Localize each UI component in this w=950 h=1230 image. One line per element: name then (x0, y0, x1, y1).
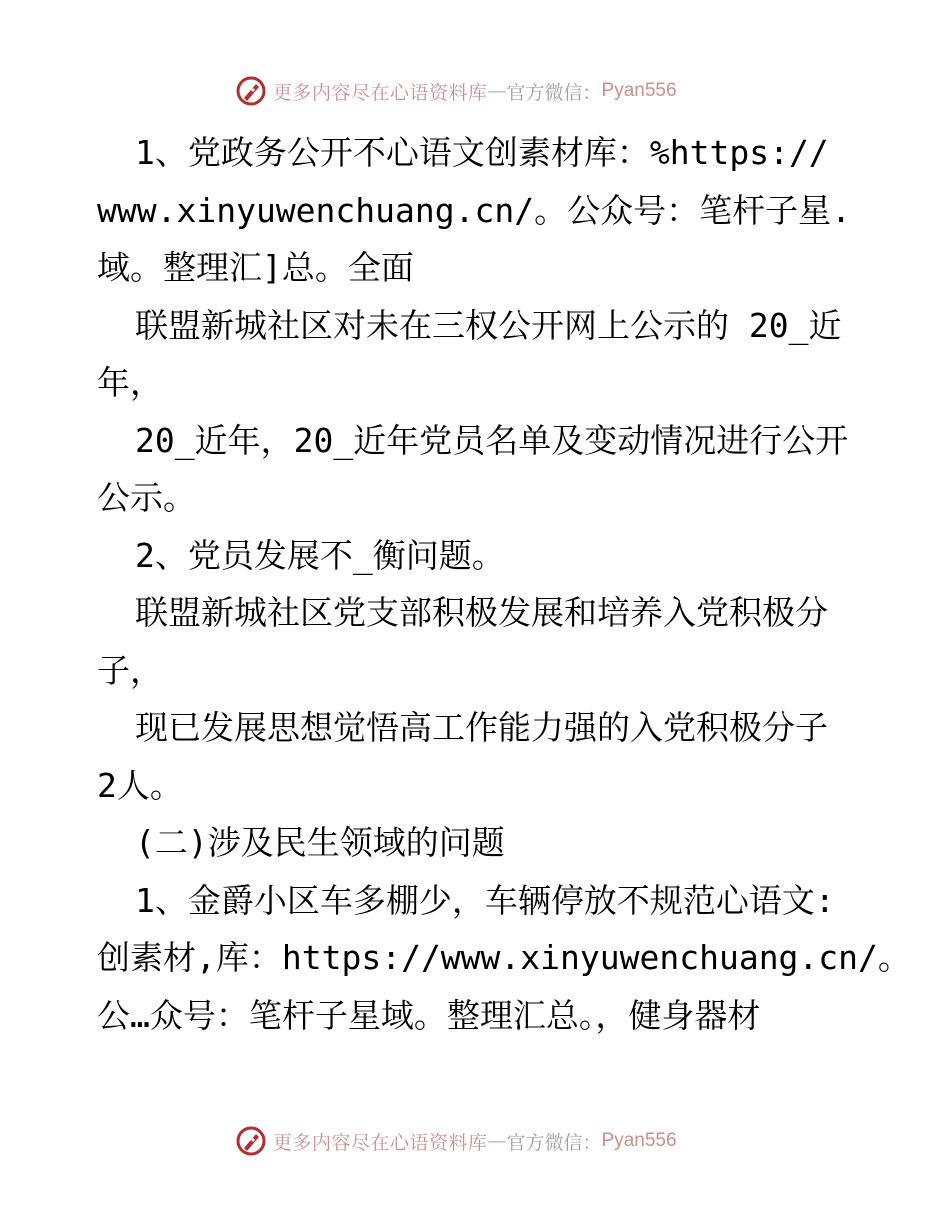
text-line: www.xinyuwenchuang.cn/。公众号：笔杆子星. (97, 190, 851, 230)
section-heading: (二)涉及民生领域的问题 (135, 823, 505, 862)
text-line: 公…众号：笔杆子星域。整理汇总。，健身器材 (97, 995, 761, 1035)
document-body (97, 124, 911, 1044)
banner-site-text: 更多内容尽在心语资料库 (273, 1131, 488, 1154)
text-line: 子， (97, 650, 163, 690)
text-line: 联盟新城社区对未在三权公开网上公示的 20_近 (135, 305, 842, 345)
text-line: 创素材,库：https://www.xinyuwenchuang.cn/。 (97, 938, 911, 977)
banner-separator: — (487, 1130, 507, 1152)
text-line: 联盟新城社区党支部积极发展和培养入党积极分 (135, 593, 828, 632)
banner-wechat-label: 官方微信： (506, 81, 602, 104)
text-line: 域。整理汇]总。全面 (97, 248, 414, 287)
banner-wechat-id: Pyan556 (601, 80, 677, 101)
text-line: 公示。 (97, 478, 196, 517)
header-watermark-banner (235, 74, 677, 108)
text-line: 1、金爵小区车多棚少，车辆停放不规范心语文: (135, 880, 835, 920)
text-line: 20_近年，20_近年党员名单及变动情况进行公开 (135, 420, 849, 460)
text-line: 现已发展思想觉悟高工作能力强的入党积极分子 (135, 708, 828, 747)
footer-watermark-banner (235, 1124, 677, 1158)
text-line: 2、党员发展不_衡问题。 (135, 535, 505, 575)
pen-nib-logo-icon (235, 1125, 267, 1157)
banner-wechat-id: Pyan556 (601, 1130, 677, 1151)
banner-separator: — (487, 80, 507, 102)
pen-nib-logo-icon (235, 75, 267, 107)
banner-wechat-label: 官方微信： (506, 1131, 602, 1154)
text-line: 1、党政务公开不心语文创素材库：%https:// (135, 133, 829, 172)
text-line: 2人。 (97, 765, 183, 805)
text-line: 年， (97, 363, 163, 402)
banner-site-text: 更多内容尽在心语资料库 (273, 81, 488, 104)
